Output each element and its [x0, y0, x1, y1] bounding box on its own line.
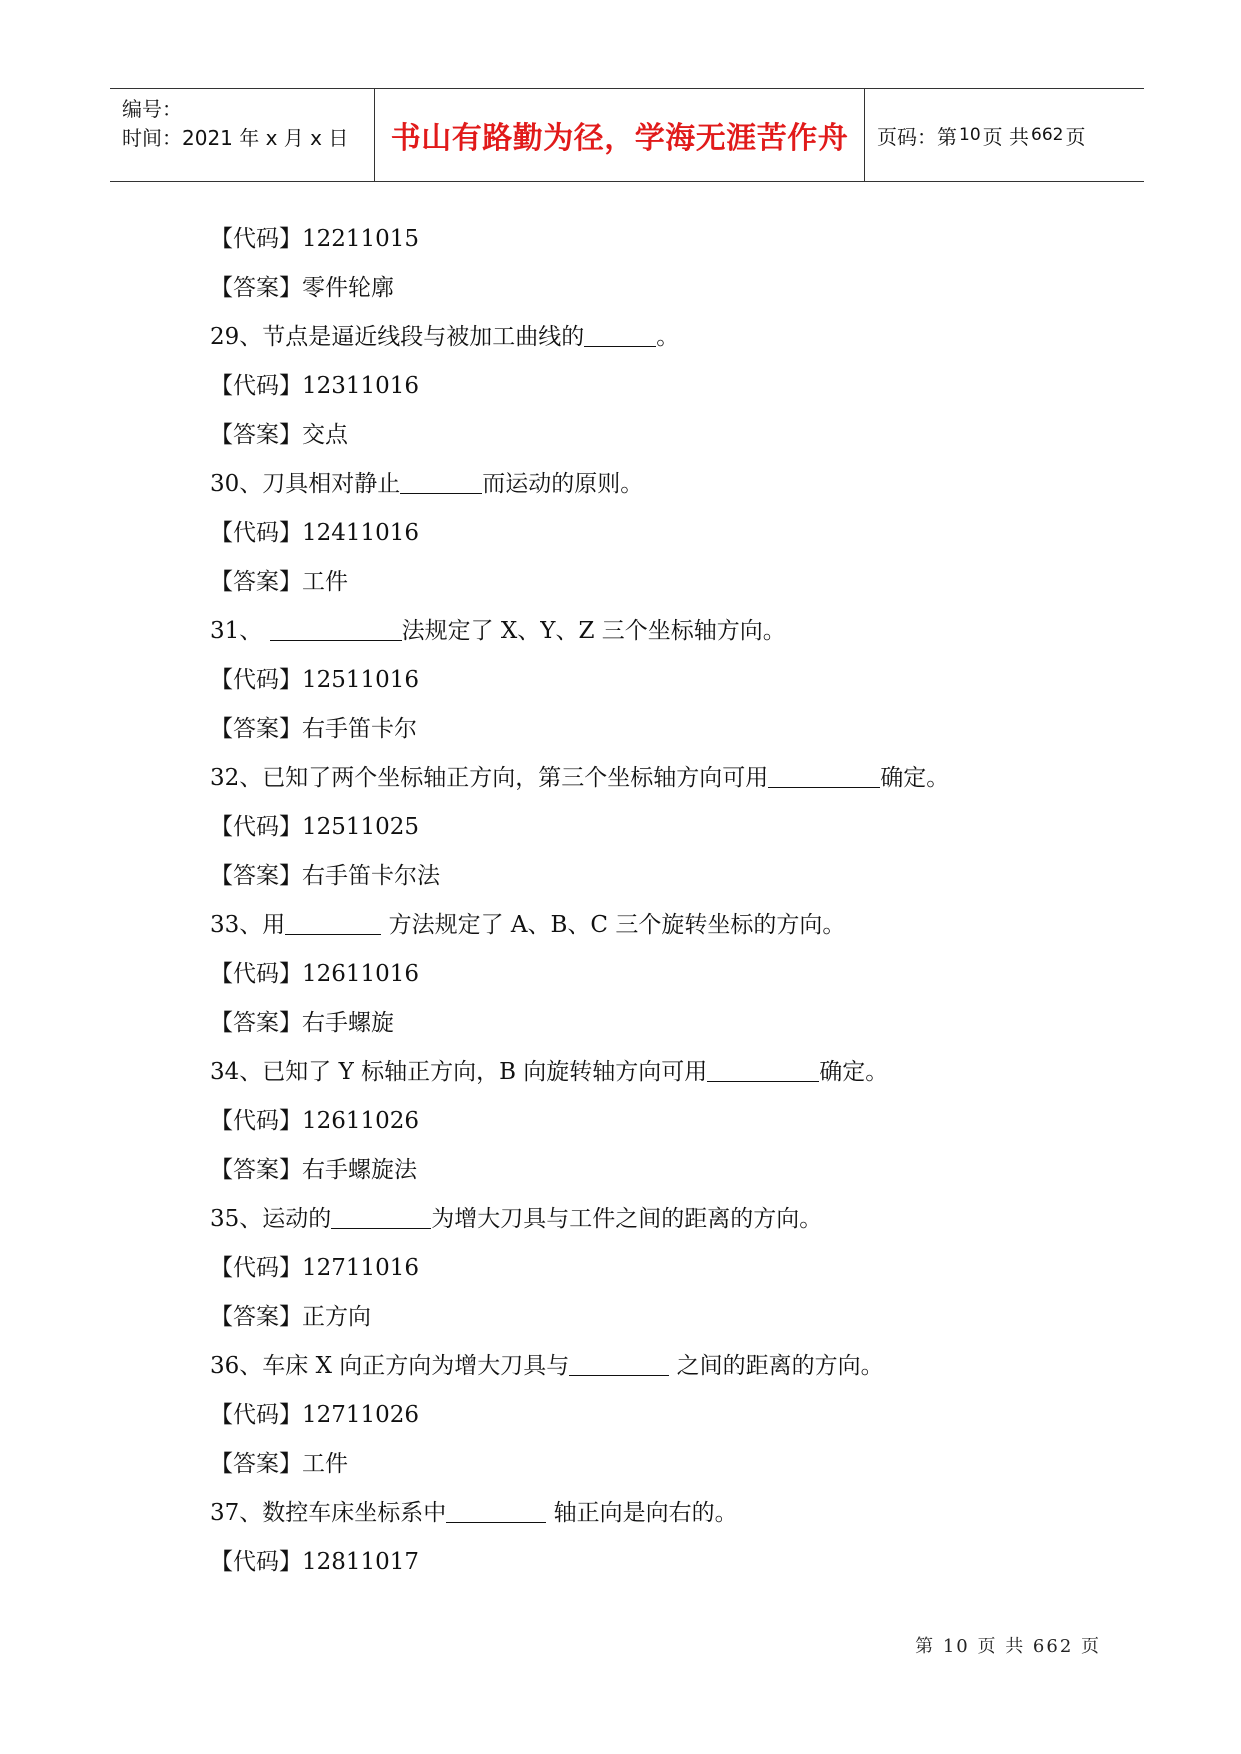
question-list: [210, 215, 1140, 1587]
question-text-before: 37、数控车床坐标系中: [210, 1500, 447, 1526]
question-text-before: 30、刀具相对静止: [210, 471, 401, 497]
fill-in-blank: [331, 1202, 431, 1229]
page-suffix: 页: [1065, 124, 1086, 149]
question-text-before: 33、用: [210, 912, 286, 938]
code-line: 【代码】12611016: [210, 961, 420, 987]
page-header: [110, 88, 1144, 182]
code-line: 【代码】12211015: [210, 226, 420, 252]
question-text-before: 32、已知了两个坐标轴正方向，第三个坐标轴方向可用: [210, 765, 769, 791]
serial-number-label: 编号：: [122, 97, 182, 121]
question-text-after: 方法规定了 A、B、C 三个旋转坐标的方向。: [381, 912, 846, 938]
question-text-after: 之间的距离的方向。: [669, 1353, 884, 1379]
question-text-after: 轴正向是向右的。: [546, 1500, 738, 1526]
code-line: 【代码】12711026: [210, 1402, 420, 1428]
answer-line: 【答案】工件: [210, 1451, 348, 1477]
question-text-before: 29、节点是逼近线段与被加工曲线的: [210, 324, 585, 350]
answer-line: 【答案】右手螺旋: [210, 1010, 394, 1036]
question-line: [210, 607, 1140, 656]
page-total: 662: [1031, 125, 1064, 145]
fill-in-blank: [569, 1349, 669, 1376]
code-line: 【代码】12511016: [210, 667, 420, 693]
page-mid: 页 共: [982, 124, 1029, 149]
header-motto-cell: [375, 89, 865, 181]
answer-line: 【答案】交点: [210, 422, 348, 448]
page-prefix: 页码：第: [877, 124, 957, 149]
page-number: 10: [959, 125, 981, 145]
fill-in-blank: [285, 908, 381, 935]
question-text-after: 。: [656, 324, 680, 350]
fill-in-blank: [446, 1496, 546, 1523]
answer-line: 【答案】右手螺旋法: [210, 1157, 417, 1183]
question-text-after: 为增大刀具与工件之间的距离的方向。: [431, 1206, 823, 1232]
question-text-after: 确定。: [819, 1059, 889, 1085]
question-text-before: 34、已知了 Y 标轴正方向，B 向旋转轴方向可用: [210, 1059, 708, 1085]
fill-in-blank: [768, 761, 880, 788]
question-line: [210, 1342, 1140, 1391]
fill-in-blank: [707, 1055, 819, 1082]
fill-in-blank: [270, 614, 402, 641]
motto-text: 书山有路勤为径，学海无涯苦作舟: [390, 121, 849, 156]
fill-in-blank: [400, 467, 482, 494]
question-line: [210, 460, 1140, 509]
answer-line: 【答案】正方向: [210, 1304, 371, 1330]
code-line: 【代码】12811017: [210, 1549, 420, 1575]
code-line: 【代码】12611026: [210, 1108, 420, 1134]
question-text-after: 确定。: [880, 765, 950, 791]
date-line: 时间：2021 年 x 月 x 日: [122, 126, 349, 150]
code-line: 【代码】12711016: [210, 1255, 420, 1281]
question-text-after: 而运动的原则。: [482, 471, 644, 497]
question-line: [210, 1489, 1140, 1538]
page-footer: 第 10 页 共 662 页: [915, 1636, 1101, 1657]
answer-line: 【答案】右手笛卡尔法: [210, 863, 440, 889]
code-line: 【代码】12411016: [210, 520, 420, 546]
answer-line: 【答案】右手笛卡尔: [210, 716, 417, 742]
question-line: [210, 1195, 1140, 1244]
question-text-before: 36、车床 X 向正方向为增大刀具与: [210, 1353, 570, 1379]
code-line: 【代码】12511025: [210, 814, 420, 840]
question-text-after: 法规定了 X、Y、Z 三个坐标轴方向。: [401, 618, 786, 644]
header-meta: [110, 89, 375, 181]
header-page-info: [865, 89, 1144, 181]
question-text-before: 31、: [210, 618, 270, 644]
question-line: [210, 1048, 1140, 1097]
question-line: [210, 901, 1140, 950]
question-line: [210, 313, 1140, 362]
question-text-before: 35、运动的: [210, 1206, 332, 1232]
answer-line: 【答案】零件轮廓: [210, 275, 394, 301]
question-line: [210, 754, 1140, 803]
fill-in-blank: [584, 320, 656, 347]
answer-line: 【答案】工件: [210, 569, 348, 595]
code-line: 【代码】12311016: [210, 373, 420, 399]
